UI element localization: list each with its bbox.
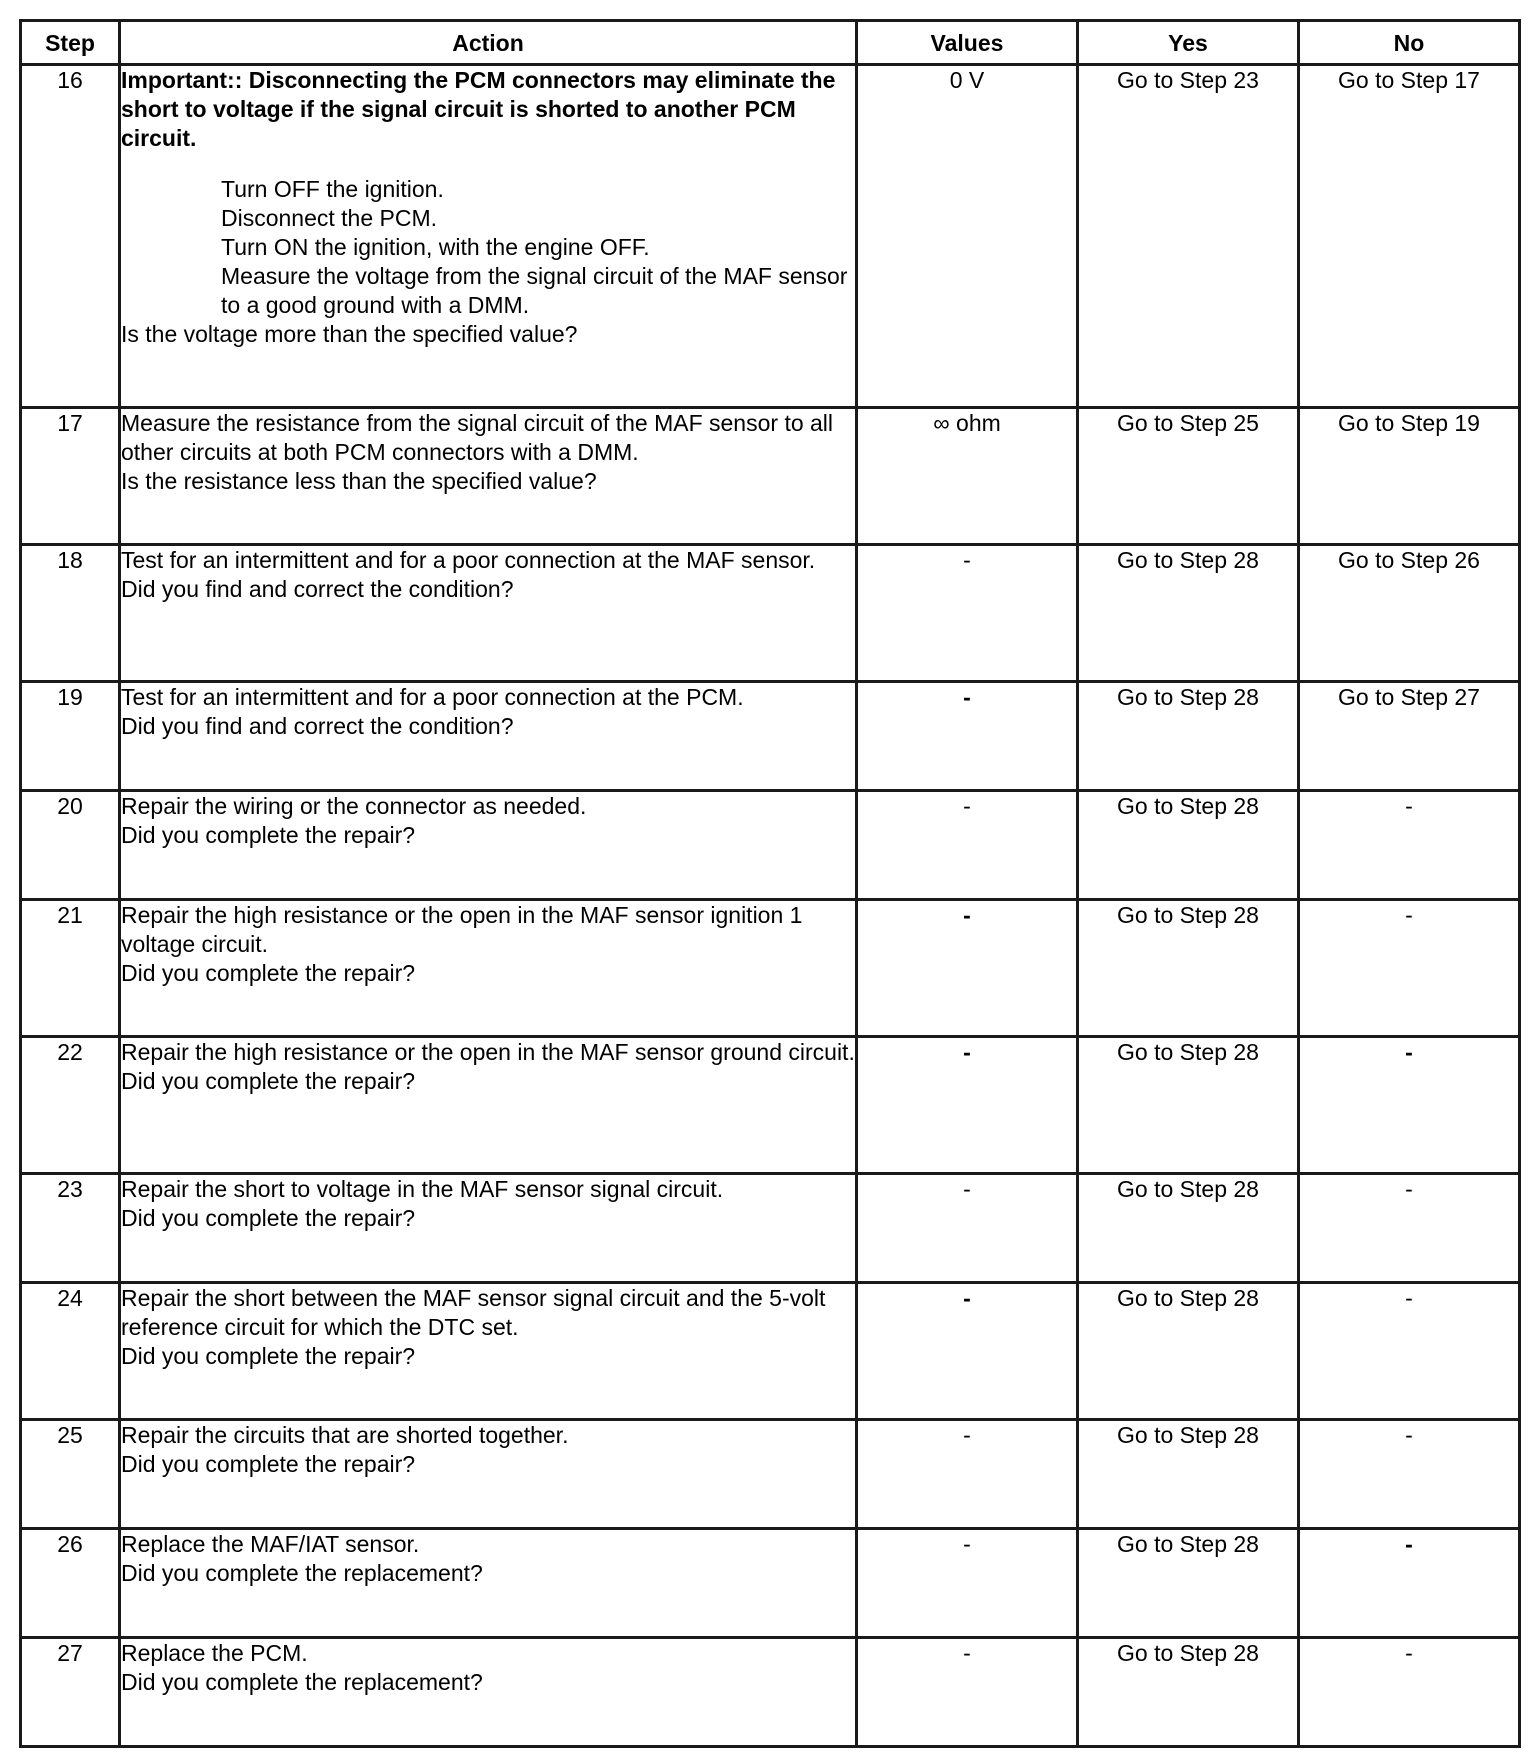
step-number: 26 <box>21 1529 120 1638</box>
table-row <box>21 408 1520 545</box>
yes-cell: Go to Step 28 <box>1078 1174 1299 1283</box>
table-row <box>21 545 1520 682</box>
action-text: Replace the PCM. <box>121 1640 308 1666</box>
action-text: Repair the short between the MAF sensor signal circuit and the 5-volt reference circuit for which the DTC set. <box>121 1285 826 1340</box>
step-number: 25 <box>21 1420 120 1529</box>
no-cell: - <box>1299 900 1520 1037</box>
yes-cell: Go to Step 25 <box>1078 408 1299 545</box>
step-number: 23 <box>21 1174 120 1283</box>
no-cell: - <box>1299 1037 1520 1174</box>
value-cell: - <box>857 1037 1078 1174</box>
value-cell: - <box>857 1420 1078 1529</box>
step-number: 24 <box>21 1283 120 1420</box>
step-number: 20 <box>21 791 120 900</box>
header-action: Action <box>120 21 857 65</box>
no-cell: - <box>1299 791 1520 900</box>
table-row <box>21 682 1520 791</box>
important-note: Important:: Disconnecting the PCM connectors may eliminate the short to voltage if the signal circuit is shorted to another PCM circuit. <box>121 67 836 151</box>
table-row <box>21 791 1520 900</box>
value-cell: - <box>857 1638 1078 1747</box>
action-cell <box>120 1638 857 1747</box>
action-cell <box>120 65 857 408</box>
value-cell: - <box>857 900 1078 1037</box>
no-cell: - <box>1299 1420 1520 1529</box>
value-cell: - <box>857 1529 1078 1638</box>
list-item: Measure the voltage from the signal circuit of the MAF sensor to a good ground with a DMM. <box>221 263 848 318</box>
yes-cell: Go to Step 28 <box>1078 900 1299 1037</box>
header-values: Values <box>857 21 1078 65</box>
action-text: Repair the wiring or the connector as needed. <box>121 793 587 819</box>
list-item: Turn OFF the ignition. <box>221 176 444 202</box>
action-text: Repair the circuits that are shorted together. <box>121 1422 569 1448</box>
action-question: Is the voltage more than the specified value? <box>121 321 578 347</box>
action-cell <box>120 1037 857 1174</box>
list-item: Disconnect the PCM. <box>221 205 438 231</box>
value-cell: - <box>857 545 1078 682</box>
table-row <box>21 65 1520 408</box>
action-question: Did you complete the repair? <box>121 1451 416 1477</box>
value-cell: 0 V <box>857 65 1078 408</box>
action-question: Did you complete the repair? <box>121 822 416 848</box>
action-text: Repair the high resistance or the open in the MAF sensor ground circuit. <box>121 1039 855 1065</box>
action-question: Did you find and correct the condition? <box>121 576 514 602</box>
action-cell <box>120 791 857 900</box>
step-number: 19 <box>21 682 120 791</box>
action-question: Is the resistance less than the specified value? <box>121 468 597 494</box>
header-yes: Yes <box>1078 21 1299 65</box>
action-question: Did you complete the repair? <box>121 1205 416 1231</box>
header-no: No <box>1299 21 1520 65</box>
step-number: 17 <box>21 408 120 545</box>
action-question: Did you complete the repair? <box>121 1068 416 1094</box>
no-cell: Go to Step 17 <box>1299 65 1520 408</box>
action-text: Replace the MAF/IAT sensor. <box>121 1531 420 1557</box>
table-row <box>21 1174 1520 1283</box>
step-number: 16 <box>21 65 120 408</box>
action-cell <box>120 408 857 545</box>
no-cell: - <box>1299 1174 1520 1283</box>
step-number: 18 <box>21 545 120 682</box>
action-text: Test for an intermittent and for a poor connection at the PCM. <box>121 684 744 710</box>
yes-cell: Go to Step 28 <box>1078 1529 1299 1638</box>
action-text: Test for an intermittent and for a poor connection at the MAF sensor. <box>121 547 816 573</box>
action-question: Did you complete the repair? <box>121 1343 416 1369</box>
list-item: Turn ON the ignition, with the engine OFF. <box>221 234 650 260</box>
step-number: 27 <box>21 1638 120 1747</box>
table-row <box>21 900 1520 1037</box>
action-cell <box>120 900 857 1037</box>
action-cell <box>120 682 857 791</box>
diagnostic-steps-table <box>19 19 1521 1748</box>
action-question: Did you complete the replacement? <box>121 1669 483 1695</box>
no-cell: - <box>1299 1529 1520 1638</box>
header-step: Step <box>21 21 120 65</box>
no-cell: Go to Step 27 <box>1299 682 1520 791</box>
step-number: 22 <box>21 1037 120 1174</box>
value-cell: - <box>857 682 1078 791</box>
no-cell: - <box>1299 1283 1520 1420</box>
yes-cell: Go to Step 28 <box>1078 1420 1299 1529</box>
yes-cell: Go to Step 23 <box>1078 65 1299 408</box>
value-cell: - <box>857 1174 1078 1283</box>
action-cell <box>120 1283 857 1420</box>
action-question: Did you complete the replacement? <box>121 1560 483 1586</box>
yes-cell: Go to Step 28 <box>1078 545 1299 682</box>
no-cell: - <box>1299 1638 1520 1747</box>
table-row <box>21 1529 1520 1638</box>
value-cell: ∞ ohm <box>857 408 1078 545</box>
table-header-row <box>21 21 1520 65</box>
yes-cell: Go to Step 28 <box>1078 682 1299 791</box>
table-row <box>21 1283 1520 1420</box>
action-question: Did you find and correct the condition? <box>121 713 514 739</box>
substep-list <box>121 175 855 320</box>
yes-cell: Go to Step 28 <box>1078 1638 1299 1747</box>
yes-cell: Go to Step 28 <box>1078 1037 1299 1174</box>
action-text: Measure the resistance from the signal circuit of the MAF sensor to all other circuits at both PCM connectors with a DMM. <box>121 410 834 465</box>
yes-cell: Go to Step 28 <box>1078 1283 1299 1420</box>
action-question: Did you complete the repair? <box>121 960 416 986</box>
table-row <box>21 1420 1520 1529</box>
action-text: Repair the short to voltage in the MAF sensor signal circuit. <box>121 1176 724 1202</box>
table-row <box>21 1037 1520 1174</box>
action-cell <box>120 1174 857 1283</box>
no-cell: Go to Step 19 <box>1299 408 1520 545</box>
action-cell <box>120 1420 857 1529</box>
action-cell <box>120 1529 857 1638</box>
yes-cell: Go to Step 28 <box>1078 791 1299 900</box>
action-cell <box>120 545 857 682</box>
table-row <box>21 1638 1520 1747</box>
action-text: Repair the high resistance or the open in the MAF sensor ignition 1 voltage circuit. <box>121 902 803 957</box>
step-number: 21 <box>21 900 120 1037</box>
value-cell: - <box>857 791 1078 900</box>
value-cell: - <box>857 1283 1078 1420</box>
no-cell: Go to Step 26 <box>1299 545 1520 682</box>
